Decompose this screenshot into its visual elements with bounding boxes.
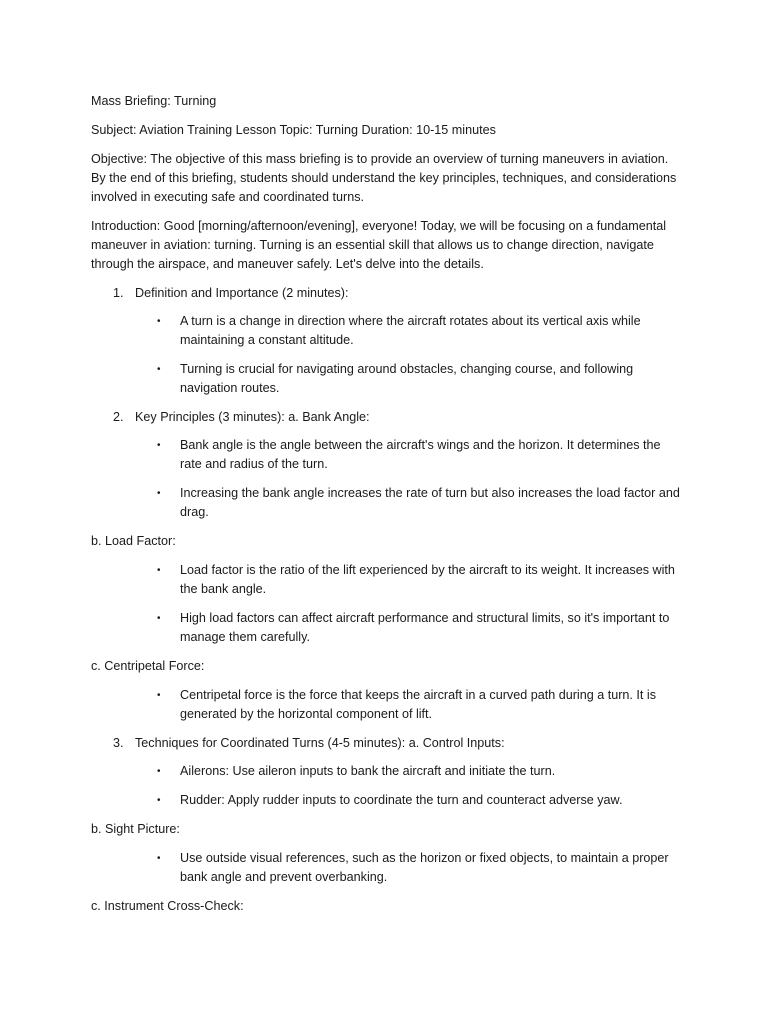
section-number: 3. [113, 736, 124, 750]
bullet-text: Turning is crucial for navigating around obstacles, changing course, and following navigation routes. [180, 362, 634, 395]
section-1-bullets [91, 312, 681, 398]
section-heading-text: Key Principles (3 minutes): a. Bank Angle: [135, 410, 370, 424]
bullet-item [91, 436, 681, 474]
objective-paragraph: Objective: The objective of this mass briefing is to provide an overview of turning maneuvers in aviation. By the end of this briefing, students should understand the key principles, techniques, and considerations involved in executing safe and coordinated turns. [91, 152, 677, 204]
bullet-text: Centripetal force is the force that keeps the aircraft in a curved path during a turn. It is generated by the horizontal component of lift. [180, 688, 657, 721]
bullet-item [91, 561, 681, 599]
bullet-text: Rudder: Apply rudder inputs to coordinate the turn and counteract adverse yaw. [180, 793, 623, 807]
bullet-icon: • [157, 440, 161, 451]
bullet-item [91, 849, 681, 887]
bullet-text: Increasing the bank angle increases the rate of turn but also increases the load factor and drag. [180, 486, 680, 519]
bullet-item [91, 609, 681, 647]
document-body [91, 92, 681, 926]
bullet-text: High load factors can affect aircraft performance and structural limits, so it's important to manage them carefully. [180, 611, 670, 644]
load-factor-bullets [91, 561, 681, 647]
section-1-heading [91, 284, 681, 303]
bullet-icon: • [157, 766, 161, 777]
subject-line: Subject: Aviation Training Lesson Topic: Turning Duration: 10-15 minutes [91, 123, 496, 137]
bullet-item [91, 312, 681, 350]
bullet-icon: • [157, 853, 161, 864]
bullet-icon: • [157, 613, 161, 624]
section-number: 1. [113, 286, 124, 300]
section-number: 2. [113, 410, 124, 424]
bullet-item [91, 686, 681, 724]
section-3-heading [91, 734, 681, 753]
centripetal-bullets [91, 686, 681, 724]
bullet-icon: • [157, 488, 161, 499]
bullet-icon: • [157, 565, 161, 576]
bullet-icon: • [157, 316, 161, 327]
section-3-bullets [91, 762, 681, 810]
load-factor-heading: b. Load Factor: [91, 534, 176, 548]
bullet-text: Load factor is the ratio of the lift experienced by the aircraft to its weight. It increases with the bank angle. [180, 563, 675, 596]
bullet-icon: • [157, 795, 161, 806]
bullet-text: Bank angle is the angle between the aircraft's wings and the horizon. It determines the rate and radius of the turn. [180, 438, 661, 471]
section-heading-text: Techniques for Coordinated Turns (4-5 minutes): a. Control Inputs: [135, 736, 505, 750]
bullet-text: Use outside visual references, such as the horizon or fixed objects, to maintain a proper bank angle and prevent overbanking. [180, 851, 669, 884]
sight-picture-heading: b. Sight Picture: [91, 822, 180, 836]
bullet-icon: • [157, 690, 161, 701]
bullet-text: Ailerons: Use aileron inputs to bank the aircraft and initiate the turn. [180, 764, 556, 778]
section-2-heading [91, 408, 681, 427]
document-title: Mass Briefing: Turning [91, 94, 217, 108]
section-2-bullets [91, 436, 681, 522]
introduction-paragraph: Introduction: Good [morning/afternoon/evening], everyone! Today, we will be focusing on a fundamental maneuver in aviation: turning. Turning is an essential skill that allows us to change direction, navigate through the airspace, and maneuver safely. Let's delve into the details. [91, 219, 667, 271]
bullet-icon: • [157, 364, 161, 375]
instrument-crosscheck-heading: c. Instrument Cross-Check: [91, 899, 244, 913]
bullet-item [91, 762, 681, 781]
bullet-item [91, 484, 681, 522]
sight-picture-bullets [91, 849, 681, 887]
bullet-item [91, 360, 681, 398]
centripetal-heading: c. Centripetal Force: [91, 659, 205, 673]
section-heading-text: Definition and Importance (2 minutes): [135, 286, 349, 300]
bullet-item [91, 791, 681, 810]
bullet-text: A turn is a change in direction where the aircraft rotates about its vertical axis while maintaining a constant altitude. [180, 314, 641, 347]
